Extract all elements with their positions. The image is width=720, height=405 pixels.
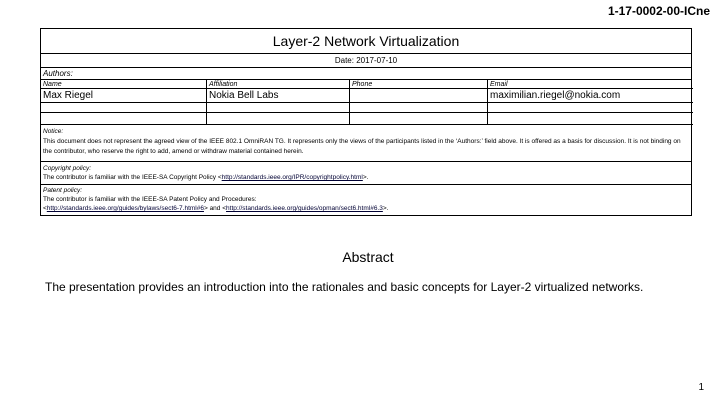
empty-cell [207,103,350,113]
document-number: 1-17-0002-00-ICne [607,4,710,18]
notice-text: This document does not represent the agreed view of the IEEE 802.1 OmniRAN TG. It represents only the views of the participants listed in the ‘Authors:’ field above. It is offered as a basis for discussion. It is not binding on the contributor, who reserve the right to add, amend or withdraw material contained herein. [43,138,681,155]
author-email: maximilian.riegel@nokia.com [488,89,693,103]
author-affiliation: Nokia Bell Labs [207,89,350,103]
copyright-text-after: >. [362,174,369,181]
authors-label: Authors: [41,68,691,80]
patent-bylaws-link[interactable]: http://standards.ieee.org/guides/bylaws/sect6-7.html#6 [46,205,204,212]
empty-cell [207,113,350,125]
copyright-text-before: The contributor is familiar with the IEEE-SA Copyright Policy < [43,174,222,181]
copyright-policy-link[interactable]: http://standards.ieee.org/IPR/copyrightpolicy.html [221,174,363,181]
patent-suffix: >. [382,205,389,212]
abstract-title: Abstract [342,249,394,265]
patent-prefix: < [43,205,47,212]
copyright-text [43,173,689,182]
slide-number: 1 [698,382,704,393]
notice-section [41,125,691,162]
patent-middle: > and < [203,205,227,212]
patent-links [43,204,689,213]
empty-cell [488,103,693,113]
patent-section [41,185,691,215]
empty-cell [41,113,207,125]
empty-cell [488,113,693,125]
patent-line1: The contributor is familiar with the IEEE-SA Patent Policy and Procedures: [43,196,257,203]
author-name: Max Riegel [41,89,207,103]
author-phone [350,89,488,103]
copyright-section [41,162,691,185]
copyright-label: Copyright policy: [43,165,92,172]
header-email: Email [488,80,693,89]
empty-cell [41,103,207,113]
empty-cell [350,113,488,125]
notice-label: Notice: [43,128,64,135]
empty-cell [350,103,488,113]
authors-grid [41,80,691,125]
patent-label: Patent policy: [43,187,83,194]
cover-table [40,28,692,216]
document-date: Date: 2017-07-10 [41,54,691,68]
patent-opman-link[interactable]: http://standards.ieee.org/guides/opman/sect6.html#6.3 [226,205,383,212]
authors-section [41,68,691,125]
header-name: Name [41,80,207,89]
document-title: Layer-2 Network Virtualization [41,29,691,54]
header-phone: Phone [350,80,488,89]
abstract-text: The presentation provides an introduction into the rationales and basic concepts for Layer-2 virtualized networks. [45,280,644,294]
header-affiliation: Affiliation [207,80,350,89]
